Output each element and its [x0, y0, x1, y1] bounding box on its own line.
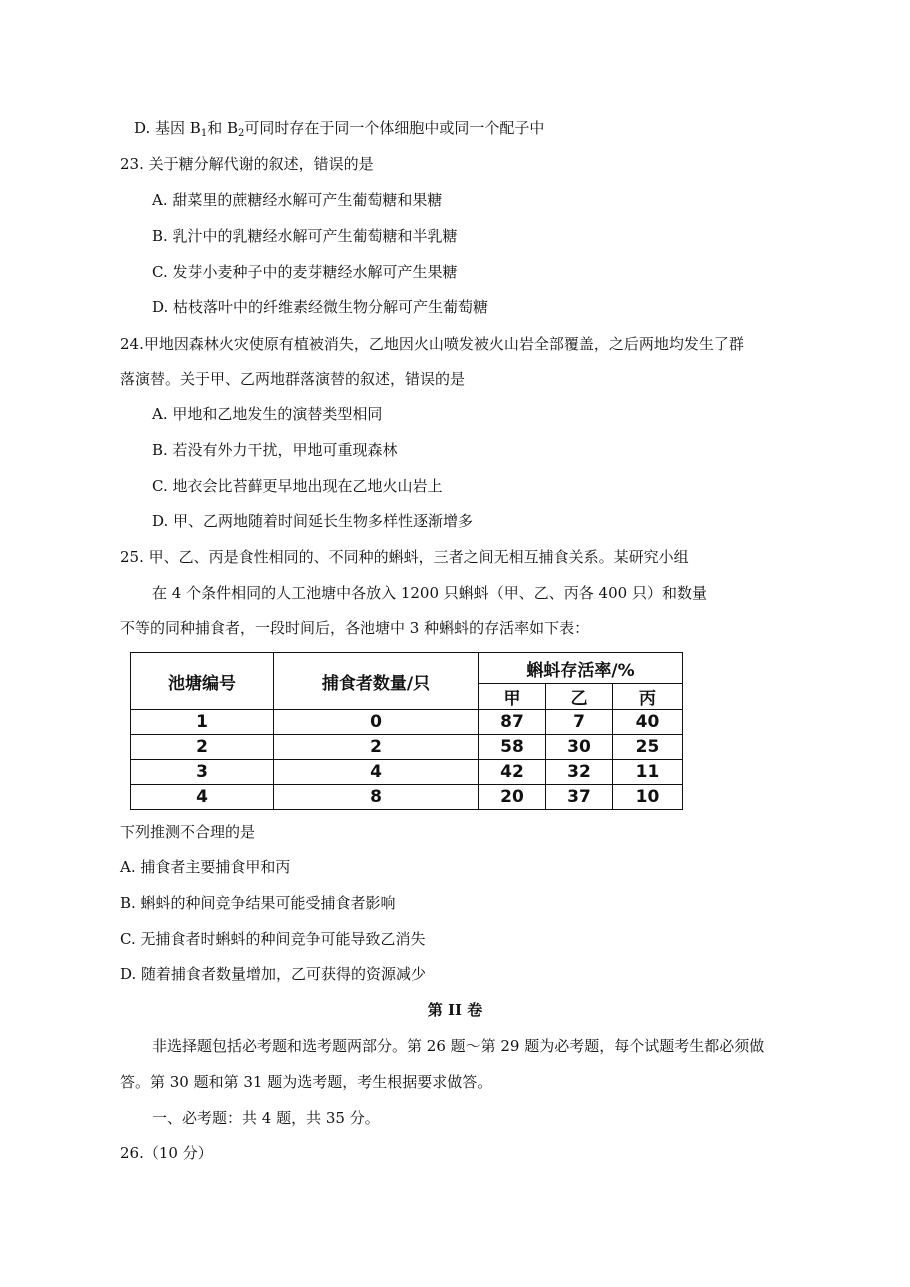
q25-option-a: A. 捕食者主要捕食甲和丙: [120, 858, 291, 876]
q25-option-c: C. 无捕食者时蝌蚪的种间竞争可能导致乙消失: [120, 930, 426, 948]
q24-option-c: C. 地衣会比苔藓更早地出现在乙地火山岩上: [152, 477, 443, 495]
q24-stem-line2: 落演替。关于甲、乙两地群落演替的叙述，错误的是: [120, 370, 466, 388]
q24-option-d: D. 甲、乙两地随着时间延长生物多样性逐渐增多: [152, 512, 474, 530]
cell-jia: 87: [479, 710, 546, 735]
header-predator-count: 捕食者数量/只: [274, 653, 479, 710]
q24-stem-line1: 24.甲地因森林火灾使原有植被消失，乙地因火山喷发被火山岩全部覆盖，之后两地均发生了群: [120, 335, 744, 353]
q23-option-c: C. 发芽小麦种子中的麦芽糖经水解可产生果糖: [152, 263, 458, 281]
header-survival-rate: 蝌蚪存活率/%: [479, 653, 683, 684]
cell-pond: 3: [131, 760, 274, 785]
cell-yi: 32: [546, 760, 613, 785]
q22-option-d: [134, 118, 544, 144]
q25-option-b: B. 蝌蚪的种间竞争结果可能受捕食者影响: [120, 894, 396, 912]
table-row: [131, 710, 683, 735]
cell-predator: 0: [274, 710, 479, 735]
section-intro-line2: 答。第 30 题和第 31 题为选考题，考生根据要求做答。: [120, 1073, 493, 1091]
header-pond: 池塘编号: [131, 653, 274, 710]
q23-stem: 23. 关于糖分解代谢的叙述，错误的是: [120, 155, 374, 173]
cell-jia: 42: [479, 760, 546, 785]
q25-question: 下列推测不合理的是: [120, 823, 256, 841]
header-yi: 乙: [546, 684, 613, 710]
section-intro-line1: 非选择题包括必考题和选考题两部分。第 26 题～第 29 题为必考题，每个试题考生都必须做: [152, 1037, 765, 1055]
cell-jia: 20: [479, 785, 546, 810]
cell-predator: 4: [274, 760, 479, 785]
header-jia: 甲: [479, 684, 546, 710]
table-row: [131, 785, 683, 810]
q24-option-a: A. 甲地和乙地发生的演替类型相同: [152, 405, 383, 423]
cell-bing: 10: [613, 785, 683, 810]
q23-option-b: B. 乳汁中的乳糖经水解可产生葡萄糖和半乳糖: [152, 227, 458, 245]
cell-bing: 11: [613, 760, 683, 785]
q25-option-d: D. 随着捕食者数量增加，乙可获得的资源减少: [120, 965, 427, 983]
header-bing: 丙: [613, 684, 683, 710]
cell-yi: 7: [546, 710, 613, 735]
cell-yi: 37: [546, 785, 613, 810]
part-heading: 一、必考题：共 4 题，共 35 分。: [152, 1109, 380, 1127]
cell-bing: 25: [613, 735, 683, 760]
q25-stem-line3: 不等的同种捕食者，一段时间后，各池塘中 3 种蝌蚪的存活率如下表：: [120, 619, 590, 637]
section-title: 第 II 卷: [427, 1001, 483, 1019]
table-row: [131, 760, 683, 785]
cell-predator: 2: [274, 735, 479, 760]
cell-predator: 8: [274, 785, 479, 810]
q23-option-d: D. 枯枝落叶中的纤维素经微生物分解可产生葡萄糖: [152, 298, 489, 316]
subscript-1: 1: [200, 128, 208, 139]
q22-option-d-mid: 和 B: [207, 119, 238, 137]
q26-heading: 26.（10 分）: [120, 1144, 213, 1162]
q22-option-d-suffix: 可同时存在于同一个体细胞中或同一个配子中: [244, 119, 545, 137]
cell-jia: 58: [479, 735, 546, 760]
q25-stem-line2: 在 4 个条件相同的人工池塘中各放入 1200 只蝌蚪（甲、乙、丙各 400 只）和数量: [152, 584, 707, 602]
cell-pond: 4: [131, 785, 274, 810]
q25-stem-line1: 25. 甲、乙、丙是食性相同的、不同种的蝌蚪，三者之间无相互捕食关系。某研究小组: [120, 548, 689, 566]
cell-bing: 40: [613, 710, 683, 735]
cell-pond: 1: [131, 710, 274, 735]
table-row: [131, 735, 683, 760]
cell-yi: 30: [546, 735, 613, 760]
survival-table: [130, 652, 683, 810]
q24-option-b: B. 若没有外力干扰，甲地可重现森林: [152, 441, 398, 459]
q22-option-d-prefix: D. 基因 B: [134, 119, 201, 137]
cell-pond: 2: [131, 735, 274, 760]
q23-option-a: A. 甜菜里的蔗糖经水解可产生葡萄糖和果糖: [152, 191, 443, 209]
subscript-2: 2: [238, 128, 245, 139]
